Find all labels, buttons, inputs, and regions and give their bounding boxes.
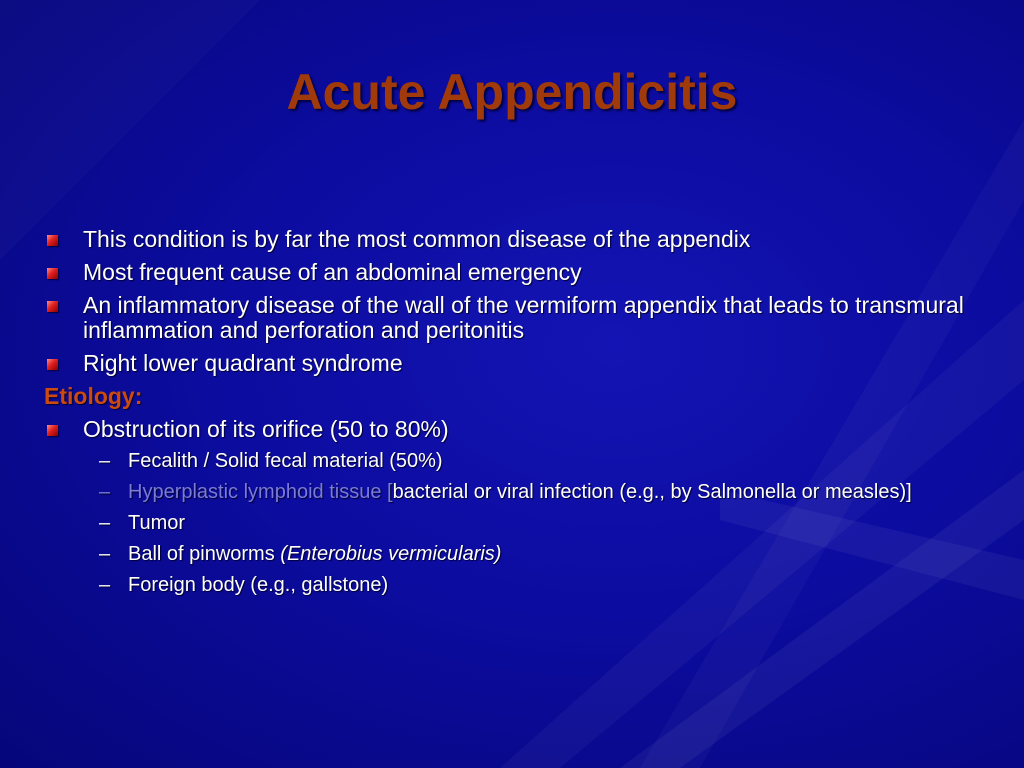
bullet-text: Most frequent cause of an abdominal emergency bbox=[83, 259, 582, 285]
square-bullet-icon bbox=[47, 268, 58, 279]
square-bullet-icon bbox=[47, 425, 58, 436]
dash-bullet: – bbox=[99, 574, 111, 596]
dash-bullet: – bbox=[99, 450, 111, 472]
bullet-item bbox=[44, 227, 994, 252]
sub-item-text: Tumor bbox=[128, 512, 186, 534]
bullet-item bbox=[44, 293, 994, 343]
square-bullet-icon bbox=[47, 235, 58, 246]
sub-item-text: Foreign body (e.g., gallstone) bbox=[128, 574, 389, 596]
slide-title: Acute Appendicitis bbox=[286, 64, 738, 120]
bullet-item bbox=[44, 351, 994, 376]
bullet-text: An inflammatory disease of the wall of the vermiform appendix that leads to transmural inflammation and perforation and peritonitis bbox=[83, 292, 964, 343]
sub-item-tumor bbox=[44, 512, 994, 534]
sub-item-text: Ball of pinworms bbox=[128, 543, 281, 565]
dash-bullet: – bbox=[99, 481, 111, 503]
sub-item-italic-text: (Enterobius vermicularis) bbox=[280, 543, 502, 565]
dash-bullet: – bbox=[99, 512, 111, 534]
sub-item-text: Fecalith / Solid fecal material (50%) bbox=[128, 450, 443, 472]
square-bullet-icon bbox=[47, 301, 58, 312]
slide-content bbox=[44, 227, 994, 605]
sub-item-text: bacterial or viral infection (e.g., by Salmonella or measles)] bbox=[392, 481, 912, 503]
square-bullet-icon bbox=[47, 359, 58, 370]
sub-item-hyperplastic bbox=[44, 481, 994, 503]
bullet-text: Obstruction of its orifice (50 to 80%) bbox=[83, 416, 449, 442]
bullet-text: Right lower quadrant syndrome bbox=[83, 350, 403, 376]
bullet-item bbox=[44, 260, 994, 285]
etiology-heading: Etiology: bbox=[44, 383, 143, 409]
dash-bullet: – bbox=[99, 543, 111, 565]
sub-item-foreign-body bbox=[44, 574, 994, 596]
sub-item-faded-text: Hyperplastic lymphoid tissue [ bbox=[128, 481, 393, 503]
bullet-text: This condition is by far the most common disease of the appendix bbox=[83, 226, 751, 252]
bullet-item bbox=[44, 417, 994, 442]
sub-item-fecalith bbox=[44, 450, 994, 472]
sub-item-pinworms bbox=[44, 543, 994, 565]
